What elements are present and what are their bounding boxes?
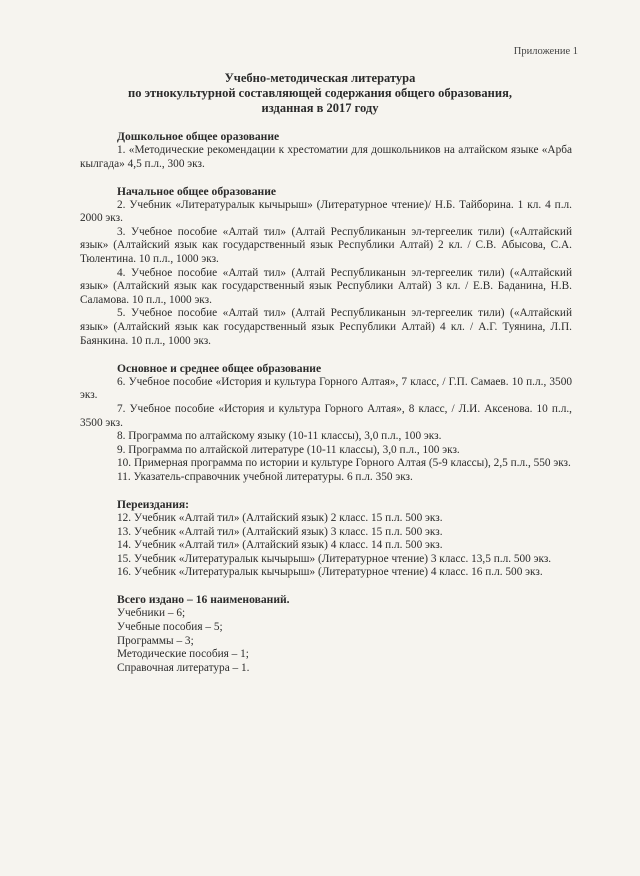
section-heading: Начальное общее образование	[117, 184, 277, 198]
document-title	[0, 71, 640, 116]
title-line-1: Учебно-методическая литература	[224, 71, 416, 85]
section-heading: Основное и среднее общее образование	[117, 361, 322, 375]
section-primary	[80, 185, 572, 349]
summary-line: Учебные пособия – 5;	[117, 621, 223, 634]
list-item: 5. Учебное пособие «Алтай тил» (Алтай Республиканын эл-тергеелик тили) («Алтайский язык» (Алтайский язык как государственный язык Республики Алтай) 4 кл. / А.Г. Туянина, Л.П. Баянкина. 10 п.л., 1000 экз.	[80, 307, 572, 347]
list-item: 11. Указатель-справочник учебной литературы. 6 п.л. 350 экз.	[117, 470, 413, 483]
section-summary	[80, 593, 572, 675]
section-heading: Дошкольное общее оразование	[117, 130, 280, 143]
section-reprints	[80, 498, 572, 580]
summary-line: Справочная литература – 1.	[117, 661, 250, 674]
list-item: 10. Примерная программа по истории и культуре Горного Алтая (5-9 классы), 2,5 п.л., 550 экз.	[117, 457, 571, 470]
title-line-3: изданная в 2017 году	[261, 101, 379, 115]
summary-line: Программы – 3;	[117, 634, 194, 647]
section-heading: Переиздания:	[117, 497, 190, 511]
list-item: 6. Учебное пособие «История и культура Горного Алтая», 7 класс, / Г.П. Самаев. 10 п.л., 3500 экз.	[80, 375, 572, 402]
summary-heading: Всего издано – 16 наименований.	[117, 593, 290, 607]
list-item: 9. Программа по алтайской литературе (10-11 классы), 3,0 п.л., 100 экз.	[117, 443, 460, 456]
list-item: 1. «Методические рекомендации к хрестоматии для дошкольников на алтайском языке «Арба кылгада» 4,5 п.л., 300 экз.	[80, 144, 572, 170]
list-item: 16. Учебник «Литературалык кычырыш» (Литературное чтение) 4 класс. 16 п.л. 500 экз.	[117, 566, 543, 579]
list-item: 14. Учебник «Алтай тил» (Алтайский язык) 4 класс. 14 п.л. 500 экз.	[117, 539, 443, 552]
list-item: 8. Программа по алтайскому языку (10-11 классы), 3,0 п.л., 100 экз.	[117, 430, 442, 443]
appendix-label: Приложение 1	[513, 46, 578, 57]
list-item: 13. Учебник «Алтай тил» (Алтайский язык) 3 класс. 15 п.л. 500 экз.	[117, 525, 443, 538]
list-item: 2. Учебник «Литературалык кычырыш» (Литературное чтение)/ Н.Б. Тайборина. 1 кл. 4 п.л. 2000 экз.	[80, 198, 572, 225]
summary-line: Учебники – 6;	[117, 607, 186, 620]
document-body	[80, 130, 572, 689]
section-secondary	[80, 362, 572, 485]
list-item: 3. Учебное пособие «Алтай тил» (Алтай Республиканын эл-тергеелик тили) («Алтайский язык» (Алтайский язык как государственный язык Республики Алтай) 2 кл. / С.В. Абысова, С.А. Тюлентина. 10 п.л., 1000 экз.	[80, 225, 572, 266]
list-item: 15. Учебник «Литературалык кычырыш» (Литературное чтение) 3 класс. 13,5 п.л. 500 экз.	[117, 552, 552, 565]
list-item: 7. Учебное пособие «История и культура Горного Алтая», 8 класс, / Л.И. Аксенова. 10 п.л., 3500 экз.	[80, 402, 572, 429]
list-item: 4. Учебное пособие «Алтай тил» (Алтай Республиканын эл-тергеелик тили) («Алтайский язык» (Алтайский язык как государственный язык Республики Алтай) 3 кл. / Е.В. Баданина, Н.В. Саламова. 10 п.л., 1000 экз.	[80, 266, 572, 306]
title-line-2: по этнокультурной составляющей содержания общего образования,	[128, 86, 512, 100]
summary-line: Методические пособия – 1;	[117, 648, 249, 661]
list-item: 12. Учебник «Алтай тил» (Алтайский язык) 2 класс. 15 п.л. 500 экз.	[117, 511, 443, 524]
section-preschool	[80, 130, 572, 171]
